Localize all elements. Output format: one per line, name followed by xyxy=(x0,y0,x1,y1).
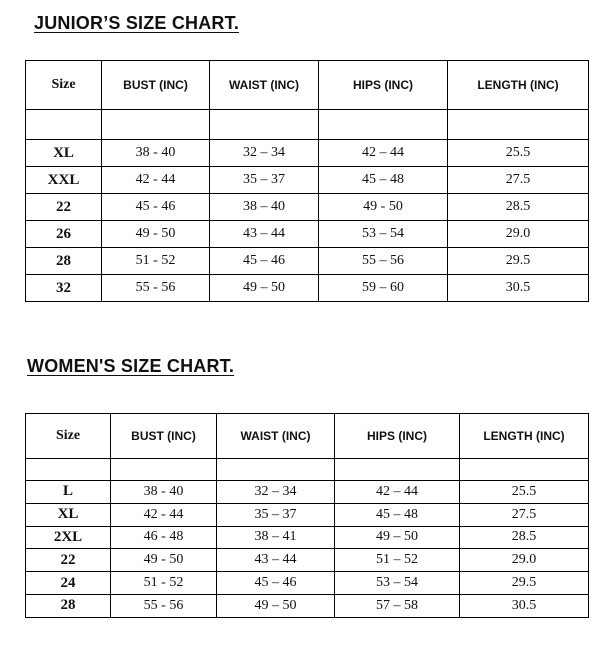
waist-cell: 32 – 34 xyxy=(210,140,319,167)
table-row xyxy=(26,526,589,549)
waist-cell: 45 – 46 xyxy=(217,572,335,595)
hips-cell: 49 - 50 xyxy=(319,194,448,221)
bust-cell: 45 - 46 xyxy=(102,194,210,221)
blank-cell xyxy=(319,110,448,140)
table-row xyxy=(26,481,589,504)
table-row xyxy=(26,549,589,572)
table-row xyxy=(26,572,589,595)
column-header-length: LENGTH (INC) xyxy=(448,61,589,110)
blank-cell xyxy=(335,459,460,481)
length-cell: 29.0 xyxy=(448,221,589,248)
waist-cell: 43 – 44 xyxy=(210,221,319,248)
column-header-hips: HIPS (INC) xyxy=(319,61,448,110)
junior-size-table xyxy=(25,60,589,302)
hips-cell: 42 – 44 xyxy=(319,140,448,167)
table-header-row xyxy=(26,61,589,110)
women-size-chart-title: WOMEN'S SIZE CHART. xyxy=(27,356,235,376)
blank-cell xyxy=(102,110,210,140)
bust-cell: 46 - 48 xyxy=(111,526,217,549)
blank-cell xyxy=(448,110,589,140)
waist-cell: 49 – 50 xyxy=(217,594,335,617)
size-cell: L xyxy=(26,481,111,504)
blank-cell xyxy=(217,459,335,481)
blank-row xyxy=(26,110,589,140)
blank-cell xyxy=(26,110,102,140)
hips-cell: 53 – 54 xyxy=(335,572,460,595)
blank-cell xyxy=(111,459,217,481)
size-cell: XXL xyxy=(26,167,102,194)
size-cell: XL xyxy=(26,140,102,167)
waist-cell: 43 – 44 xyxy=(217,549,335,572)
hips-cell: 42 – 44 xyxy=(335,481,460,504)
waist-cell: 45 – 46 xyxy=(210,248,319,275)
length-cell: 30.5 xyxy=(460,594,589,617)
column-header-waist: WAIST (INC) xyxy=(210,61,319,110)
blank-cell xyxy=(460,459,589,481)
junior-size-chart-title: JUNIOR’S SIZE CHART. xyxy=(34,13,240,33)
length-cell: 25.5 xyxy=(448,140,589,167)
size-cell: 28 xyxy=(26,594,111,617)
bust-cell: 38 - 40 xyxy=(111,481,217,504)
size-cell: 24 xyxy=(26,572,111,595)
length-cell: 25.5 xyxy=(460,481,589,504)
waist-cell: 38 – 41 xyxy=(217,526,335,549)
column-header-waist: WAIST (INC) xyxy=(217,414,335,459)
bust-cell: 42 - 44 xyxy=(102,167,210,194)
column-header-bust: BUST (INC) xyxy=(102,61,210,110)
bust-cell: 49 - 50 xyxy=(111,549,217,572)
column-header-length: LENGTH (INC) xyxy=(460,414,589,459)
hips-cell: 49 – 50 xyxy=(335,526,460,549)
waist-cell: 35 – 37 xyxy=(217,503,335,526)
table-row xyxy=(26,221,589,248)
length-cell: 28.5 xyxy=(460,526,589,549)
blank-cell xyxy=(26,459,111,481)
waist-cell: 35 – 37 xyxy=(210,167,319,194)
hips-cell: 59 – 60 xyxy=(319,275,448,302)
size-cell: 32 xyxy=(26,275,102,302)
length-cell: 29.0 xyxy=(460,549,589,572)
table-row xyxy=(26,275,589,302)
size-cell: 28 xyxy=(26,248,102,275)
bust-cell: 55 - 56 xyxy=(111,594,217,617)
table-row xyxy=(26,503,589,526)
hips-cell: 53 – 54 xyxy=(319,221,448,248)
length-cell: 28.5 xyxy=(448,194,589,221)
bust-cell: 51 - 52 xyxy=(111,572,217,595)
bust-cell: 55 - 56 xyxy=(102,275,210,302)
column-header-bust: BUST (INC) xyxy=(111,414,217,459)
bust-cell: 49 - 50 xyxy=(102,221,210,248)
women-size-table xyxy=(25,413,589,618)
length-cell: 29.5 xyxy=(448,248,589,275)
size-cell: 22 xyxy=(26,549,111,572)
length-cell: 27.5 xyxy=(448,167,589,194)
column-header-size: Size xyxy=(26,61,102,110)
bust-cell: 38 - 40 xyxy=(102,140,210,167)
length-cell: 29.5 xyxy=(460,572,589,595)
table-row xyxy=(26,194,589,221)
hips-cell: 45 – 48 xyxy=(335,503,460,526)
waist-cell: 32 – 34 xyxy=(217,481,335,504)
length-cell: 27.5 xyxy=(460,503,589,526)
length-cell: 30.5 xyxy=(448,275,589,302)
waist-cell: 49 – 50 xyxy=(210,275,319,302)
bust-cell: 51 - 52 xyxy=(102,248,210,275)
blank-cell xyxy=(210,110,319,140)
hips-cell: 55 – 56 xyxy=(319,248,448,275)
hips-cell: 51 – 52 xyxy=(335,549,460,572)
size-cell: 2XL xyxy=(26,526,111,549)
column-header-size: Size xyxy=(26,414,111,459)
blank-row xyxy=(26,459,589,481)
hips-cell: 45 – 48 xyxy=(319,167,448,194)
hips-cell: 57 – 58 xyxy=(335,594,460,617)
table-header-row xyxy=(26,414,589,459)
size-cell: XL xyxy=(26,503,111,526)
waist-cell: 38 – 40 xyxy=(210,194,319,221)
table-row xyxy=(26,594,589,617)
table-row xyxy=(26,167,589,194)
column-header-hips: HIPS (INC) xyxy=(335,414,460,459)
size-cell: 22 xyxy=(26,194,102,221)
table-row xyxy=(26,140,589,167)
table-row xyxy=(26,248,589,275)
size-cell: 26 xyxy=(26,221,102,248)
bust-cell: 42 - 44 xyxy=(111,503,217,526)
